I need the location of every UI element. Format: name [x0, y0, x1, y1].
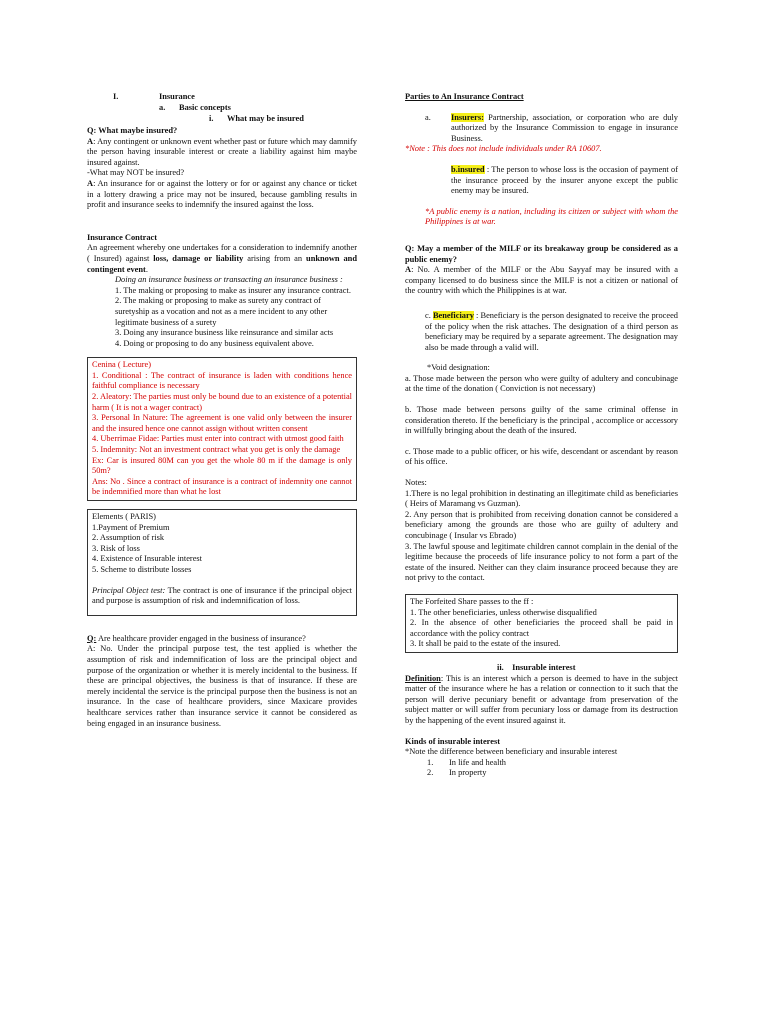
cenina-lecture-box [87, 357, 357, 501]
insurance-contract-title: Insurance Contract [87, 232, 158, 242]
cenina-answer: Ans: No . Since a contract of insurance is a contract of indemnity one cannot be indemnified more than what he lost [92, 476, 352, 497]
answer-milf: A: No. A member of the MILF or the Abu Sayyaf may be insured with a company licensed to do business since the MILF is not a citizen or national of the country with which the Philippines is at war. [405, 265, 678, 296]
insured-label: b.insured [451, 164, 485, 174]
elements-item: 2. Assumption of risk [92, 533, 165, 543]
beneficiary-item: c. Beneficiary : Beneficiary is the person designated to receive the proceed of the policy when the risk attaches. The designation of a third person as beneficiary may be required by a separate agreement. The designation may also be made through a valid will. [425, 310, 678, 352]
note-item: 3. The lawful spouse and legitimate children cannot complain in the denial of the legitime because the proceeds of life insurance policy to not form a part of the estate of the insured. Neither can they claim insurance proceed because they are not privy to the contact. [405, 541, 678, 583]
insurance-contract-definition: An agreement whereby one undertakes for a consideration to indemnify another ( Insured) against loss, damage or liability arising from an unknown and contingent event. [87, 243, 357, 274]
beneficiary-label: Beneficiary [432, 310, 474, 320]
cenina-item: 5. Indemnity: Not an investment contract what you get is only the damage [92, 445, 341, 455]
question-milf: Q: May a member of the MILF or its breakaway group be considered as a public enemy? [405, 243, 678, 264]
public-enemy-note: *A public enemy is a nation, including its citizen or subject with whom the Philippines is at war. [425, 206, 678, 227]
notes-title: Notes: [405, 478, 427, 488]
answer-healthcare: A: No. Under the principal purpose test, the test applied is whether the assumption of risk and indemnification of loss are the principal object and purpose of the organization or whether it is merely incidental to the business. If these are principal objectives, the business is that of insurance. If these are merely incidental the service is the principal purpose then the business is not an insurance. In the case of healthcare providers, since Maxicare provides healthcare services rather than insurance service it cannot be considered as being engaged in an insurance business. [87, 644, 357, 728]
parties-title: Parties to An Insurance Contract [405, 92, 524, 101]
doing-insurance-business-title: Doing an insurance business or transacting an insurance business : [115, 275, 343, 285]
left-column [87, 92, 357, 729]
kinds-note: *Note the difference between beneficiary and insurable interest [405, 747, 618, 757]
question-what-maybe-insured: Q: What maybe insured? [87, 126, 178, 135]
void-designation-b: b. Those made between persons guilty of the same criminal offense in consideration thereto. If the beneficiary is the principal , accomplice or accessory in willfully bringing about the death of the insured. [405, 405, 678, 436]
cenina-item: 3. Personal In Nature: The agreement is one valid only between the insurer and the insured hence one cannot assign without written consent [92, 413, 352, 433]
doing-item: 3. Doing any insurance business like reinsurance and similar acts [115, 328, 334, 338]
principal-object-test: Principal Object test: The contract is one of insurance if the principal object and purpose is assumption of risk and indemnification of loss. [92, 585, 352, 606]
kinds-list [405, 758, 678, 779]
what-may-not-be-insured: -What may NOT be insured? [87, 168, 185, 178]
answer-lottery: A: An insurance for or against the lottery or for or against any chance or ticket in a lottery drawing a price may not be insured, because gambling results in profit and insurance seeks to indemnify the insured against the loss. [87, 178, 357, 210]
insurers-label: Insurers: [451, 112, 484, 122]
insurable-interest-heading: ii. Insurable interest [497, 662, 576, 672]
cenina-item: 1. Conditional : The contract of insurance is laden with conditions hence faithful compliance is necessary [92, 370, 352, 391]
insurers-note: *Note : This does not include individuals under RA 10607. [405, 144, 602, 154]
elements-item: 1.Payment of Premium [92, 522, 170, 532]
forfeited-share-box [405, 594, 678, 653]
void-designation-c: c. Those made to a public officer, or his wife, descendant or ascendant by reason of his office. [405, 446, 678, 467]
outline-insurance: Insurance [159, 92, 195, 101]
kinds-item: 2. In property [427, 768, 487, 778]
outline-what-may-be-insured: What may be insured [227, 114, 304, 123]
right-column [405, 92, 678, 779]
elements-box [87, 509, 357, 616]
elements-item: 4. Existence of Insurable interest [92, 554, 202, 564]
doing-item: 4. Doing or proposing to do any business equivalent above. [115, 338, 314, 348]
kinds-item: 1. In life and health [427, 757, 506, 767]
note-item: 2. Any person that is prohibited from receiving donation cannot be considered a beneficiary among the grounds are those who are guilty of adultery and concubinage ( Insular vs Ebrado) [405, 509, 678, 540]
elements-item: 5. Scheme to distribute losses [92, 564, 192, 574]
elements-title: Elements ( PARIS) [92, 512, 156, 521]
void-designation-a: a. Those made between the person who were guilty of adultery and concubinage at the time of the donation ( Conviction is not necessary) [405, 373, 678, 394]
forfeited-title: The Forfeited Share passes to the ff : [410, 596, 534, 606]
doing-item: 1. The making or proposing to make as insurer any insurance contract. [115, 285, 351, 295]
elements-item: 3. Risk of loss [92, 543, 140, 553]
insured-item: b.insured : The person to whose loss is the occasion of payment of the insurance proceed by the insurer anyone except the public enemy may be insured. [451, 164, 678, 196]
insurers-item: a. Insurers: Partnership, association, or corporation who are duly authorized by the Insurance Commission to engage in insurance Business. [425, 112, 678, 143]
question-healthcare: Q: Are healthcare provider engaged in the business of insurance? [87, 633, 306, 643]
forfeited-item: 3. It shall be paid to the estate of the insured. [410, 639, 561, 649]
void-designation-title: *Void designation: [427, 363, 490, 373]
cenina-item: 2. Aleatory: The parties must only be bound due to an existence of a potential harm ( It is not a wager contract) [92, 392, 352, 412]
outline-heading [87, 92, 357, 126]
outline-num-1: I. [113, 92, 119, 101]
outline-basic-concepts: Basic concepts [179, 103, 231, 112]
cenina-title: Cenina ( Lecture) [92, 360, 152, 370]
doing-item: 2. The making or proposing to make as surety any contract of suretyship as a vocation and not as a mere incident to any other legitimate business of a surety [115, 296, 328, 327]
cenina-item: 4. Uberrimae Fidae: Parties must enter into contract with utmost good faith [92, 434, 344, 444]
cenina-example: Ex: Car is insured 80M can you get the whole 80 m if the damage is only 50m? [92, 455, 352, 476]
insurable-interest-definition: Definition: This is an interest which a person is deemed to have in the subject matter of the insurance where he has a relation or connection to it such that the person will derive pecuniary benefit or advantage from preservation of the subject matter or will suffer from pecuniary loss or damage from its destruction by the happening of the event insured against it. [405, 673, 678, 725]
kinds-of-insurable-interest-title: Kinds of insurable interest [405, 736, 501, 746]
outline-num-a: a. [159, 103, 166, 112]
forfeited-item: 2. In the absence of other beneficiaries the proceed shall be paid in accordance with the policy contract [410, 618, 673, 638]
answer-what-maybe-insured: A: Any contingent or unknown event whether past or future which may damnify the person having insurable interest or create a liability against him maybe insured against. [87, 136, 357, 167]
outline-num-i: i. [209, 114, 214, 123]
forfeited-item: 1. The other beneficiaries, unless otherwise disqualified [410, 607, 597, 617]
doing-business-list [87, 286, 357, 350]
note-item: 1.There is no legal prohibition in destinating an illegitimate child as beneficiaries ( Heirs of Maramang vs Guzman). [405, 488, 678, 509]
